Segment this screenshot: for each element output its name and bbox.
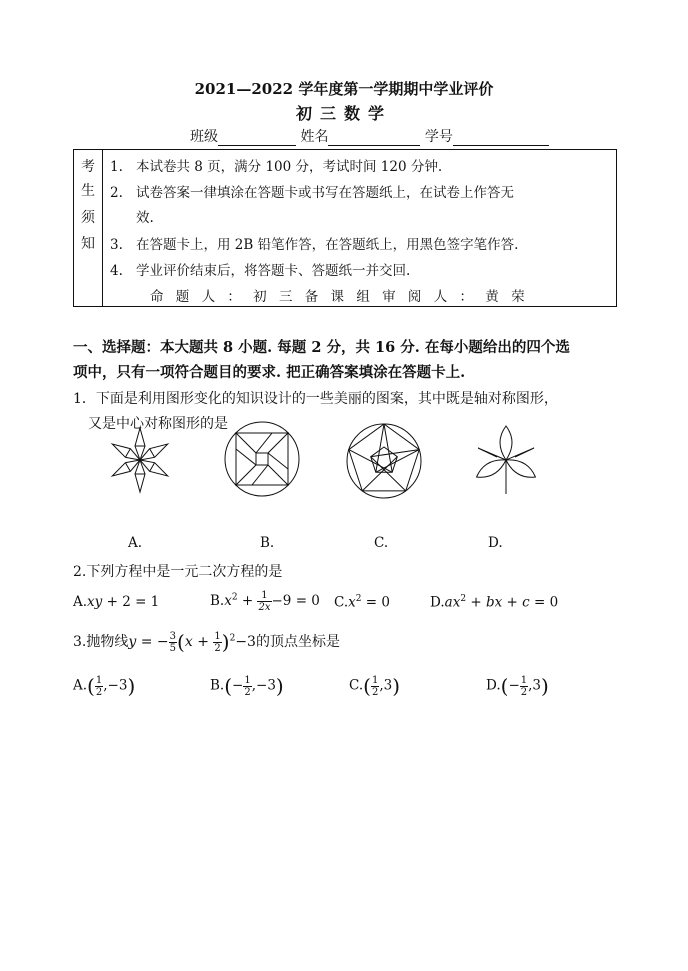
class-label: 班级: [190, 129, 218, 145]
exam-title: 2021—2022 学年度第一学期期中学业评价: [194, 80, 494, 98]
q1-stem-line1: 1．下面是利用图形变化的知识设计的一些美丽的图案，其中既是轴对称图形，: [73, 391, 558, 407]
square-pinwheel-icon: [222, 419, 302, 499]
notice-item: 4. 学业评价结束后，将答题卡、答题纸一并交回.: [110, 263, 411, 279]
notice-side-char: 知: [81, 236, 95, 252]
student-info-line: [190, 126, 549, 146]
q1-option-d[interactable]: D.: [488, 535, 503, 551]
section-heading-line1: 一、选择题：本大题共 8 小题. 每题 2 分，共 16 分. 在每小题给出的四个选: [73, 339, 570, 356]
q1-option-b[interactable]: B.: [260, 535, 275, 551]
q2-option-a[interactable]: A.xy + 2 = 1: [73, 594, 160, 610]
name-label: 姓名: [300, 129, 329, 145]
notice-side-label: [74, 150, 103, 306]
q3-option-d[interactable]: D.(− $\frac{1}{2}$ ,3): [486, 674, 549, 698]
section-heading-line2: 项中，只有一项符合题目的要求. 把正确答案填涂在答题卡上.: [73, 364, 466, 381]
q1-stem-line2: 又是中心对称图形的是: [88, 416, 228, 432]
notice-side-char: 生: [81, 183, 95, 199]
pentagon-star-icon: [344, 421, 424, 501]
q2-option-c[interactable]: $C.x^2 = 0$: [334, 594, 390, 611]
candidate-notice-box: [73, 149, 617, 307]
q3-option-c[interactable]: C.( $\frac{1}{2}$ ,3): [349, 674, 401, 698]
q3-stem: 3.抛物线y = − $\frac{3}{5}$ (x + $\frac{1}{2}$ )$^2$−3的顶点坐标是: [73, 630, 340, 654]
authors-line: 命 题 人 ： 初 三 备 课 组 审 阅 人 ： 黄 荣: [150, 289, 529, 305]
q1-option-c[interactable]: C.: [374, 535, 389, 551]
notice-item: 3. 在答题卡上，用 2B 铅笔作答，在答题纸上，用黑色签字笔作答.: [110, 237, 519, 253]
q2-option-d[interactable]: $D.ax^2$ + bx + c = 0: [430, 594, 559, 611]
q2-option-b[interactable]: $B.x^2$ + $\frac{1}{2x}$ −9 = 0: [210, 590, 320, 613]
name-blank[interactable]: [328, 131, 420, 146]
q3-option-a[interactable]: A.( $\frac{1}{2}$ ,−3): [73, 674, 136, 698]
id-label: 学号: [424, 129, 453, 145]
q1-option-a[interactable]: A.: [128, 535, 143, 551]
notice-side-char: 须: [81, 210, 95, 226]
notice-item: 2. 试卷答案一律填涂在答题卡或书写在答题纸上，在试卷上作答无: [110, 185, 514, 201]
exam-subtitle: 初三数学: [295, 104, 392, 123]
star-flower-icon: [104, 424, 176, 496]
petal-flower-icon: [468, 422, 544, 498]
notice-item: 效.: [136, 210, 154, 226]
q2-stem: 2.下列方程中是一元二次方程的是: [73, 564, 283, 580]
notice-side-char: 考: [81, 159, 95, 175]
id-blank[interactable]: [453, 131, 549, 146]
q3-option-b[interactable]: B.(− $\frac{1}{2}$ ,−3): [210, 674, 284, 698]
notice-item: 1. 本试卷共 8 页，满分 100 分，考试时间 120 分钟.: [110, 159, 443, 175]
class-blank[interactable]: [218, 131, 296, 146]
